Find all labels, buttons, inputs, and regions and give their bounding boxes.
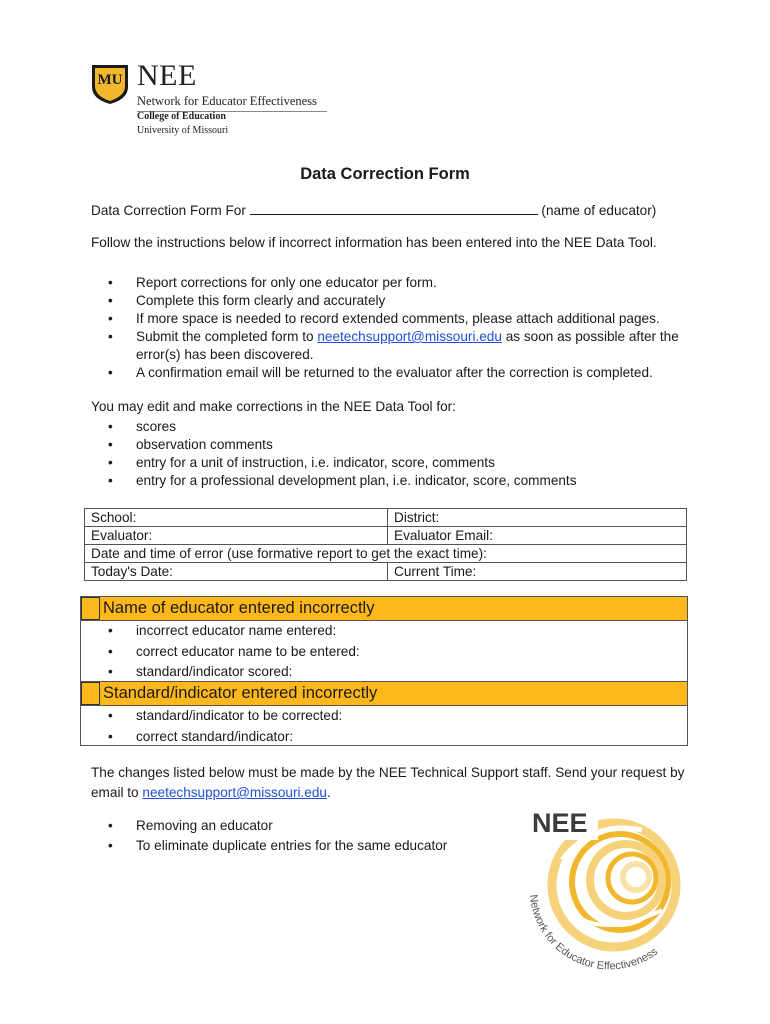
- district-field[interactable]: District:: [388, 509, 687, 527]
- evaluator-email-field[interactable]: Evaluator Email:: [388, 527, 687, 545]
- list-item: • If more space is needed to record extended comments, please attach additional pages.: [108, 310, 696, 328]
- todays-date-field[interactable]: Today's Date:: [85, 563, 388, 581]
- section-header: [81, 682, 687, 706]
- swirl-icon: [552, 823, 676, 947]
- mizzou-shield-logo: [90, 63, 130, 105]
- list-item: • To eliminate duplicate entries for the same educator: [108, 836, 696, 856]
- form-title: Data Correction Form: [300, 165, 470, 183]
- support-text: The changes listed below must be made by the NEE Technical Support staff. Send your request by email to: [91, 765, 685, 800]
- college-name: College of Education: [137, 111, 226, 122]
- standard-error-list: [108, 706, 714, 747]
- error-time-field[interactable]: Date and time of error (use formative report to get the exact time):: [85, 545, 687, 563]
- list-item[interactable]: • correct educator name to be entered:: [108, 642, 696, 663]
- instructions-intro: Follow the instructions below if incorrect information has been entered into the NEE Data Tool.: [91, 235, 657, 250]
- standard-error-section: [80, 681, 688, 746]
- for-line-suffix: (name of educator): [541, 203, 657, 218]
- university-name: University of Missouri: [137, 125, 229, 136]
- support-paragraph: The changes listed below must be made by the NEE Technical Support staff. Send your request by email to neetechsupport@missouri.edu.: [91, 765, 685, 800]
- list-item: • entry for a unit of instruction, i.e. indicator, score, comments: [108, 454, 696, 472]
- list-item: • scores: [108, 418, 696, 436]
- list-item[interactable]: • standard/indicator scored:: [108, 662, 696, 683]
- submit-text-before: Submit the completed form to: [136, 329, 314, 344]
- badge-short-name: NEE: [532, 808, 588, 838]
- evaluator-field[interactable]: Evaluator:: [85, 527, 388, 545]
- list-item[interactable]: • standard/indicator to be corrected:: [108, 706, 696, 727]
- list-item[interactable]: • correct standard/indicator:: [108, 727, 696, 748]
- list-item: • Removing an educator: [108, 816, 696, 836]
- support-email-link[interactable]: neetechsupport@missouri.edu: [317, 329, 502, 344]
- current-time-field[interactable]: Current Time:: [388, 563, 687, 581]
- list-item: [108, 328, 696, 364]
- edit-list: [108, 418, 696, 490]
- badge-arc-textpath: Network for Educator Effectiveness: [526, 893, 660, 973]
- educator-name-field[interactable]: [250, 202, 538, 215]
- mu-letters: MU: [97, 72, 123, 88]
- org-short-name: NEE: [137, 59, 197, 92]
- list-item: • Complete this form clearly and accurately: [108, 292, 696, 310]
- standard-error-checkbox[interactable]: [81, 682, 100, 705]
- for-line-prefix: Data Correction Form For: [91, 203, 246, 218]
- name-error-list: [108, 621, 714, 683]
- edit-intro: You may edit and make corrections in the NEE Data Tool for:: [91, 399, 456, 414]
- list-item: • A confirmation email will be returned to the evaluator after the correction is completed.: [108, 364, 696, 382]
- nee-badge-logo: [522, 800, 687, 982]
- info-table: [84, 508, 687, 581]
- list-item: • observation comments: [108, 436, 696, 454]
- section-title: Name of educator entered incorrectly: [103, 599, 375, 617]
- instructions-list: [108, 274, 696, 382]
- section-title: Standard/indicator entered incorrectly: [103, 684, 378, 702]
- section-header: [81, 597, 687, 621]
- org-full-name: Network for Educator Effectiveness: [137, 94, 317, 108]
- list-item: • Report corrections for only one educator per form.: [108, 274, 696, 292]
- support-email-link[interactable]: neetechsupport@missouri.edu: [142, 785, 327, 800]
- list-item[interactable]: • incorrect educator name entered:: [108, 621, 696, 642]
- name-error-section: [80, 596, 688, 682]
- badge-arc-text: [527, 894, 660, 973]
- submit-text-after: as soon as possible after the error(s) has been discovered.: [136, 329, 679, 362]
- list-item: • entry for a professional development plan, i.e. indicator, score, comments: [108, 472, 696, 490]
- educator-name-line: [91, 202, 656, 220]
- name-error-checkbox[interactable]: [81, 597, 100, 620]
- school-field[interactable]: School:: [85, 509, 388, 527]
